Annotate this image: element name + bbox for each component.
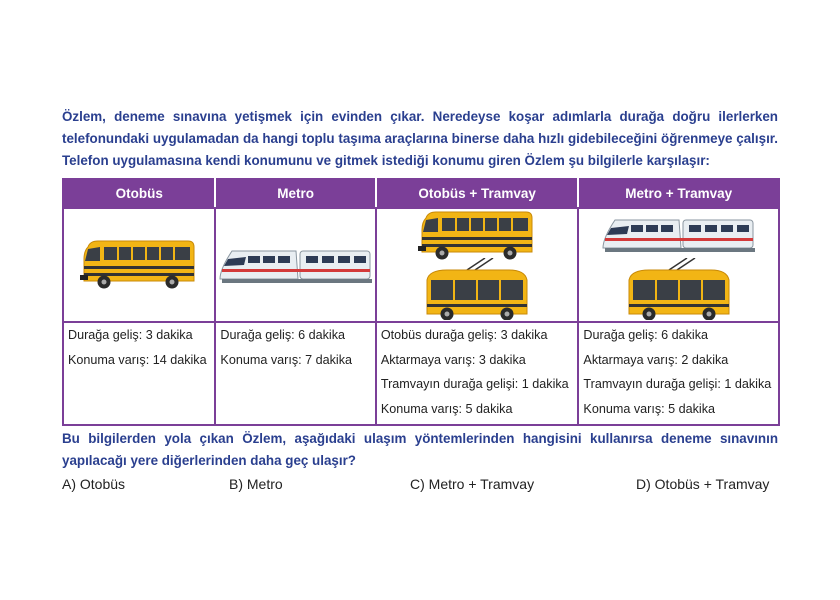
info-line: Tramvayın durağa gelişi: 1 dakika [380,377,569,391]
info-metro [215,322,375,425]
metro-image-cell [215,208,375,322]
info-line: Aktarmaya varış: 2 dakika [583,352,729,367]
option-c[interactable]: C) Metro + Tramvay [410,476,535,492]
info-line: Otobüs durağa geliş: 3 dakika [380,328,548,342]
info-line: Konuma varış: 7 dakika [220,352,353,367]
info-line: Durağa geliş: 6 dakika [220,328,346,342]
option-b[interactable]: B) Metro [229,476,283,492]
metro-tram-image-cell [578,208,779,322]
info-line: Konuma varış: 5 dakika [380,401,513,416]
header-metro-tramvay: Metro + Tramvay [578,179,779,208]
header-otobus-tramvay: Otobüs + Tramvay [376,179,579,208]
info-otobus-tramvay [376,322,579,425]
intro-text: Özlem, deneme sınavına yetişmek için evinden çıkar. Neredeyse koşar adımlarla durağa doğru ilerlerken telefonundaki uygulamadan da hangi toplu taşıma araçlarına binerse daha hızlı gidebileceğini öğrenmeye çalışır. Telefon uygulamasına kendi konumunu ve gitmek istediği konumu giren Özlem şu bilgilerle karşılaşır: [62,109,778,168]
tram-icon [417,258,537,320]
metro-train-icon [218,245,374,285]
info-line: Tramvayın durağa gelişi: 1 dakika [583,377,772,391]
option-d[interactable]: D) Otobüs + Tramvay [636,476,770,492]
bus-tram-image-cell [376,208,579,322]
question-text: Bu bilgilerden yola çıkan Özlem, aşağıdaki ulaşım yöntemlerinden hangisini kullanırsa deneme sınavının yapılacağı yere diğerlerinden daha geç ulaşır? [62,431,778,468]
info-line: Konuma varış: 5 dakika [583,401,716,416]
bus-icon [418,210,536,262]
info-row [63,322,779,425]
info-metro-tramvay [578,322,779,425]
info-otobus [63,322,215,425]
bus-icon [80,239,198,291]
option-a[interactable]: A) Otobüs [62,476,126,492]
info-line: Durağa geliş: 3 dakika [68,328,193,342]
metro-train-icon [601,214,757,254]
header-otobus: Otobüs [63,179,215,208]
info-line: Durağa geliş: 6 dakika [583,328,709,342]
header-metro: Metro [215,179,375,208]
transport-table [62,178,780,426]
info-line: Konuma varış: 14 dakika [68,352,207,367]
info-line: Aktarmaya varış: 3 dakika [380,352,526,367]
image-row [63,208,779,322]
table-header-row [63,179,779,208]
bus-image-cell [63,208,215,322]
tram-icon [619,258,739,320]
